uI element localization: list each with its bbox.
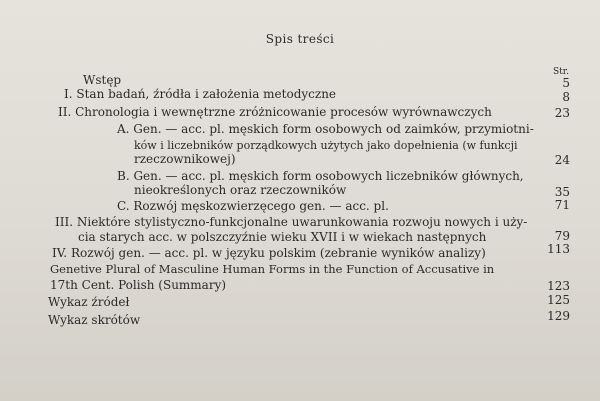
toc-entry-i: I. Stan badań, źródła i założenia metodyczne (64, 87, 337, 101)
toc-entry-ii-c: C. Rozwój męskozwierzęcego gen. — acc. pl. (117, 199, 389, 213)
toc-entry-ii-a-line1: A. Gen. — acc. pl. męskich form osobowych od zaimków, przymiotni- (117, 122, 534, 136)
toc-entry-iv: IV. Rozwój gen. — acc. pl. w języku polskim (zebranie wyników analizy) (52, 246, 486, 260)
toc-entry-ii-a-line2: ków i liczebników porządkowych użytych jako dopełnienia (w funkcji (134, 139, 518, 152)
toc-entry-ii-b-line1: B. Gen. — acc. pl. męskich form osobowych liczebników głównych, (117, 169, 524, 183)
page-title: Spis treści (265, 32, 335, 46)
toc-page-number: 79 (554, 229, 570, 243)
toc-page-number: 24 (554, 153, 570, 167)
toc-entry-summary-line2: 17th Cent. Polish (Summary) (50, 278, 227, 292)
toc-entry-wstep: Wstęp (83, 73, 122, 87)
toc-page-number: 123 (547, 279, 570, 293)
toc-page-number: 5 (562, 76, 570, 90)
toc-page-number: 8 (562, 90, 570, 104)
toc-entry-iii-line1: III. Niektóre stylistyczno-funkcjonalne uwarunkowania rozwoju nowych i uży- (55, 215, 528, 229)
toc-page-number: 125 (547, 293, 570, 307)
toc-entry-iii-line2: cia starych acc. w polszczyźnie wieku XVII i w wiekach następnych (78, 230, 487, 244)
toc-entry-ii-b-line2: nieokreślonych oraz rzeczowników (134, 183, 347, 197)
toc-page-number: 129 (547, 309, 570, 323)
toc-entry-ii-a-line3: rzeczownikowej) (134, 152, 236, 166)
toc-entry-wykaz-zrodel: Wykaz źródeł (48, 295, 130, 309)
toc-page-number: 23 (554, 106, 570, 120)
page-column-header: Str. (553, 67, 569, 77)
toc-page-number: 71 (554, 198, 570, 212)
toc-entry-ii: II. Chronologia i wewnętrzne zróżnicowanie procesów wyrównawczych (58, 105, 492, 119)
toc-page-number: 35 (554, 185, 570, 199)
toc-page-number: 113 (547, 242, 570, 256)
toc-entry-wykaz-skrotow: Wykaz skrótów (48, 313, 141, 327)
toc-entry-summary-line1: Genetive Plural of Masculine Human Forms in the Function of Accusative in (50, 262, 495, 276)
